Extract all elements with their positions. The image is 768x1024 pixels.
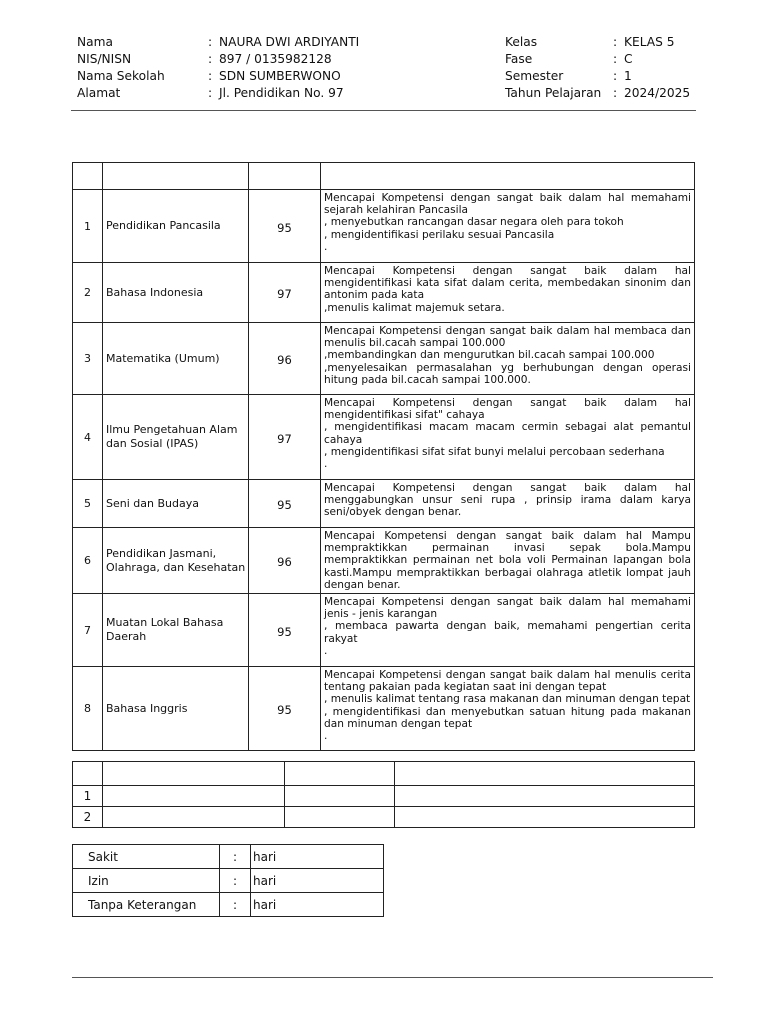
- row-number: 4: [73, 395, 103, 480]
- info-row-class: Kelas : KELAS 5: [505, 35, 675, 49]
- header-cell-subject: [103, 163, 249, 190]
- table-row: [73, 323, 695, 395]
- extracurricular-table: [72, 761, 695, 828]
- competency-description: Mencapai Kompetensi dengan sangat baik dalam hal menggabungkan unsur seni rupa , prinsip irama dalam karya seni/obyek dengan benar.: [321, 480, 695, 528]
- absence-table: [72, 844, 384, 917]
- competency-description: Mencapai Kompetensi dengan sangat baik dalam hal membaca dan menulis bil.cacah sampai 100.000 ,membandingkan dan mengurutkan bil.cacah sampai 100.000 ,menyelesaikan permasalahan yg berhubungan dengan operasi hitung pada bil.cacah sampai 100.000.: [321, 323, 695, 395]
- row-number: 1: [73, 190, 103, 263]
- year-value: 2024/2025: [624, 86, 691, 100]
- table-row: [73, 807, 695, 828]
- score-value: 95: [249, 667, 321, 751]
- score-value: 96: [249, 323, 321, 395]
- table-row: [73, 786, 695, 807]
- table-row: [73, 480, 695, 528]
- info-row-name: Nama : NAURA DWI ARDIYANTI: [77, 35, 360, 49]
- subject-name: Pendidikan Pancasila: [103, 190, 249, 263]
- score-value: 95: [249, 190, 321, 263]
- competency-description: Mencapai Kompetensi dengan sangat baik dalam hal mengidentifikasi kata sifat dalam cerita, membedakan sinonim dan antonim pada kata ,menulis kalimat majemuk setara.: [321, 263, 695, 323]
- extracurricular-header-row: [73, 762, 695, 786]
- header-cell-description: [321, 163, 695, 190]
- competency-description: Mencapai Kompetensi dengan sangat baik dalam hal mengidentifikasi sifat" cahaya , mengidentifikasi macam macam cermin sebagai alat pemantul cahaya , mengidentifikasi sifat sifat bunyi melalui percobaan sederhana .: [321, 395, 695, 480]
- table-row: [73, 263, 695, 323]
- table-row: [73, 594, 695, 667]
- absence-row-unexcused: Tanpa Keterangan : hari: [73, 893, 384, 917]
- subject-name: Ilmu Pengetahuan Alam dan Sosial (IPAS): [103, 395, 249, 480]
- subject-name: Pendidikan Jasmani, Olahraga, dan Kesehatan: [103, 528, 249, 594]
- info-row-nis: NIS/NISN : 897 / 0135982128: [77, 52, 332, 66]
- info-row-phase: Fase : C: [505, 52, 633, 66]
- competency-description: Mencapai Kompetensi dengan sangat baik dalam hal Mampu mempraktikkan permainan invasi sepak bola.Mampu mempraktikkan permainan net bola voli Permainan lapangan bola kasti.Mampu mempraktikkan berbagai olahraga atletik lompat jauh dengan benar.: [321, 528, 695, 594]
- subject-name: Matematika (Umum): [103, 323, 249, 395]
- grades-header-row: [73, 163, 695, 190]
- header-cell-no: [73, 163, 103, 190]
- header-cell-score: [249, 163, 321, 190]
- semester-value: 1: [624, 69, 632, 83]
- info-row-school: Nama Sekolah : SDN SUMBERWONO: [77, 69, 341, 83]
- phase-value: C: [624, 52, 633, 66]
- absence-row-sick: Sakit : hari: [73, 845, 384, 869]
- subject-name: Seni dan Budaya: [103, 480, 249, 528]
- subject-name: Muatan Lokal Bahasa Daerah: [103, 594, 249, 667]
- row-number: 6: [73, 528, 103, 594]
- school-name: SDN SUMBERWONO: [219, 69, 341, 83]
- footer-divider: [72, 977, 713, 978]
- student-name: NAURA DWI ARDIYANTI: [219, 35, 360, 49]
- absence-row-permission: Izin : hari: [73, 869, 384, 893]
- table-row: [73, 528, 695, 594]
- student-info-left: [77, 34, 359, 102]
- row-number: 8: [73, 667, 103, 751]
- row-number: 2: [73, 263, 103, 323]
- table-row: [73, 190, 695, 263]
- subject-name: Bahasa Inggris: [103, 667, 249, 751]
- info-row-year: Tahun Pelajaran : 2024/2025: [505, 86, 691, 100]
- school-address: Jl. Pendidikan No. 97: [219, 86, 344, 100]
- table-row: [73, 395, 695, 480]
- class-value: KELAS 5: [624, 35, 675, 49]
- row-number: 7: [73, 594, 103, 667]
- score-value: 95: [249, 594, 321, 667]
- row-number: 2: [73, 807, 103, 828]
- row-number: 1: [73, 786, 103, 807]
- competency-description: Mencapai Kompetensi dengan sangat baik dalam hal memahami jenis - jenis karangan , membaca pawarta dengan baik, memahami pengertian cerita rakyat .: [321, 594, 695, 667]
- row-number: 5: [73, 480, 103, 528]
- competency-description: Mencapai Kompetensi dengan sangat baik dalam hal memahami sejarah kelahiran Pancasila , menyebutkan rancangan dasar negara oleh para tokoh , mengidentifikasi perilaku sesuai Pancasila .: [321, 190, 695, 263]
- row-number: 3: [73, 323, 103, 395]
- table-row: [73, 667, 695, 751]
- subject-name: Bahasa Indonesia: [103, 263, 249, 323]
- info-row-address: Alamat : Jl. Pendidikan No. 97: [77, 86, 344, 100]
- competency-description: Mencapai Kompetensi dengan sangat baik dalam hal menulis cerita tentang pakaian pada kegiatan saat ini dengan tepat , menulis kalimat tentang rasa makanan dan minuman dengan tepat , mengidentifikasi dan menyebutkan satuan hitung pada makanan dan minuman dengan tepat .: [321, 667, 695, 751]
- score-value: 95: [249, 480, 321, 528]
- student-info-right: [505, 34, 690, 102]
- info-row-semester: Semester : 1: [505, 69, 632, 83]
- header-divider: [71, 110, 696, 111]
- score-value: 97: [249, 395, 321, 480]
- score-value: 97: [249, 263, 321, 323]
- score-value: 96: [249, 528, 321, 594]
- grades-table: [72, 162, 695, 751]
- student-nis: 897 / 0135982128: [219, 52, 332, 66]
